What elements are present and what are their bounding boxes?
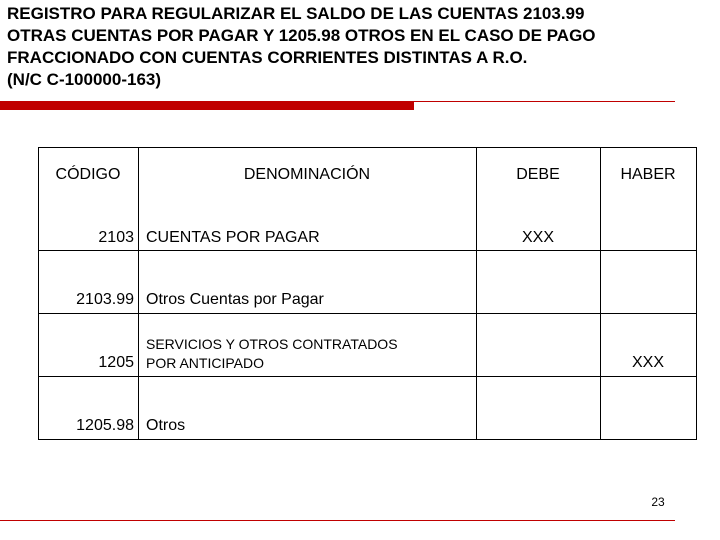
title-underline-accent [0, 101, 414, 110]
header-debit: DEBE [516, 166, 560, 183]
table-column-divider [476, 147, 477, 440]
row-denomination: Otros [146, 417, 186, 434]
row-denomination: CUENTAS POR PAGAR [146, 229, 320, 246]
table-border-right [696, 147, 697, 440]
header-denomination: DENOMINACIÓN [243, 166, 371, 183]
row-code: 1205 [98, 354, 134, 371]
row-denomination: Otros Cuentas por Pagar [146, 291, 324, 308]
page-number: 23 [651, 495, 665, 509]
table-divider [38, 313, 697, 314]
row-code: 2103 [98, 229, 134, 246]
row-credit: XXX [631, 354, 664, 371]
row-denomination-line-1: SERVICIOS Y OTROS CONTRATADOS [146, 336, 398, 352]
table-divider [38, 376, 697, 377]
row-denomination-line-2: POR ANTICIPADO [146, 355, 264, 371]
footer-rule [0, 520, 675, 521]
title-line-4: (N/C C-100000-163) [7, 70, 162, 89]
table-border-bottom [38, 439, 697, 440]
table-divider [38, 250, 697, 251]
row-code: 2103.99 [76, 291, 134, 308]
header-code: CÓDIGO [55, 166, 121, 183]
title-line-2: OTRAS CUENTAS POR PAGAR Y 1205.98 OTROS EN EL CASO DE PAGO [7, 26, 596, 45]
slide-title [7, 3, 719, 91]
row-code: 1205.98 [76, 417, 134, 434]
title-line-3: FRACCIONADO CON CUENTAS CORRIENTES DISTINTAS A R.O. [7, 48, 528, 67]
table-column-divider [600, 147, 601, 440]
row-debit: XXX [521, 229, 554, 246]
title-line-1: REGISTRO PARA REGULARIZAR EL SALDO DE LAS CUENTAS 2103.99 [7, 4, 585, 23]
table-border-top [38, 147, 697, 148]
header-credit: HABER [620, 166, 676, 183]
table-column-divider [138, 147, 139, 440]
